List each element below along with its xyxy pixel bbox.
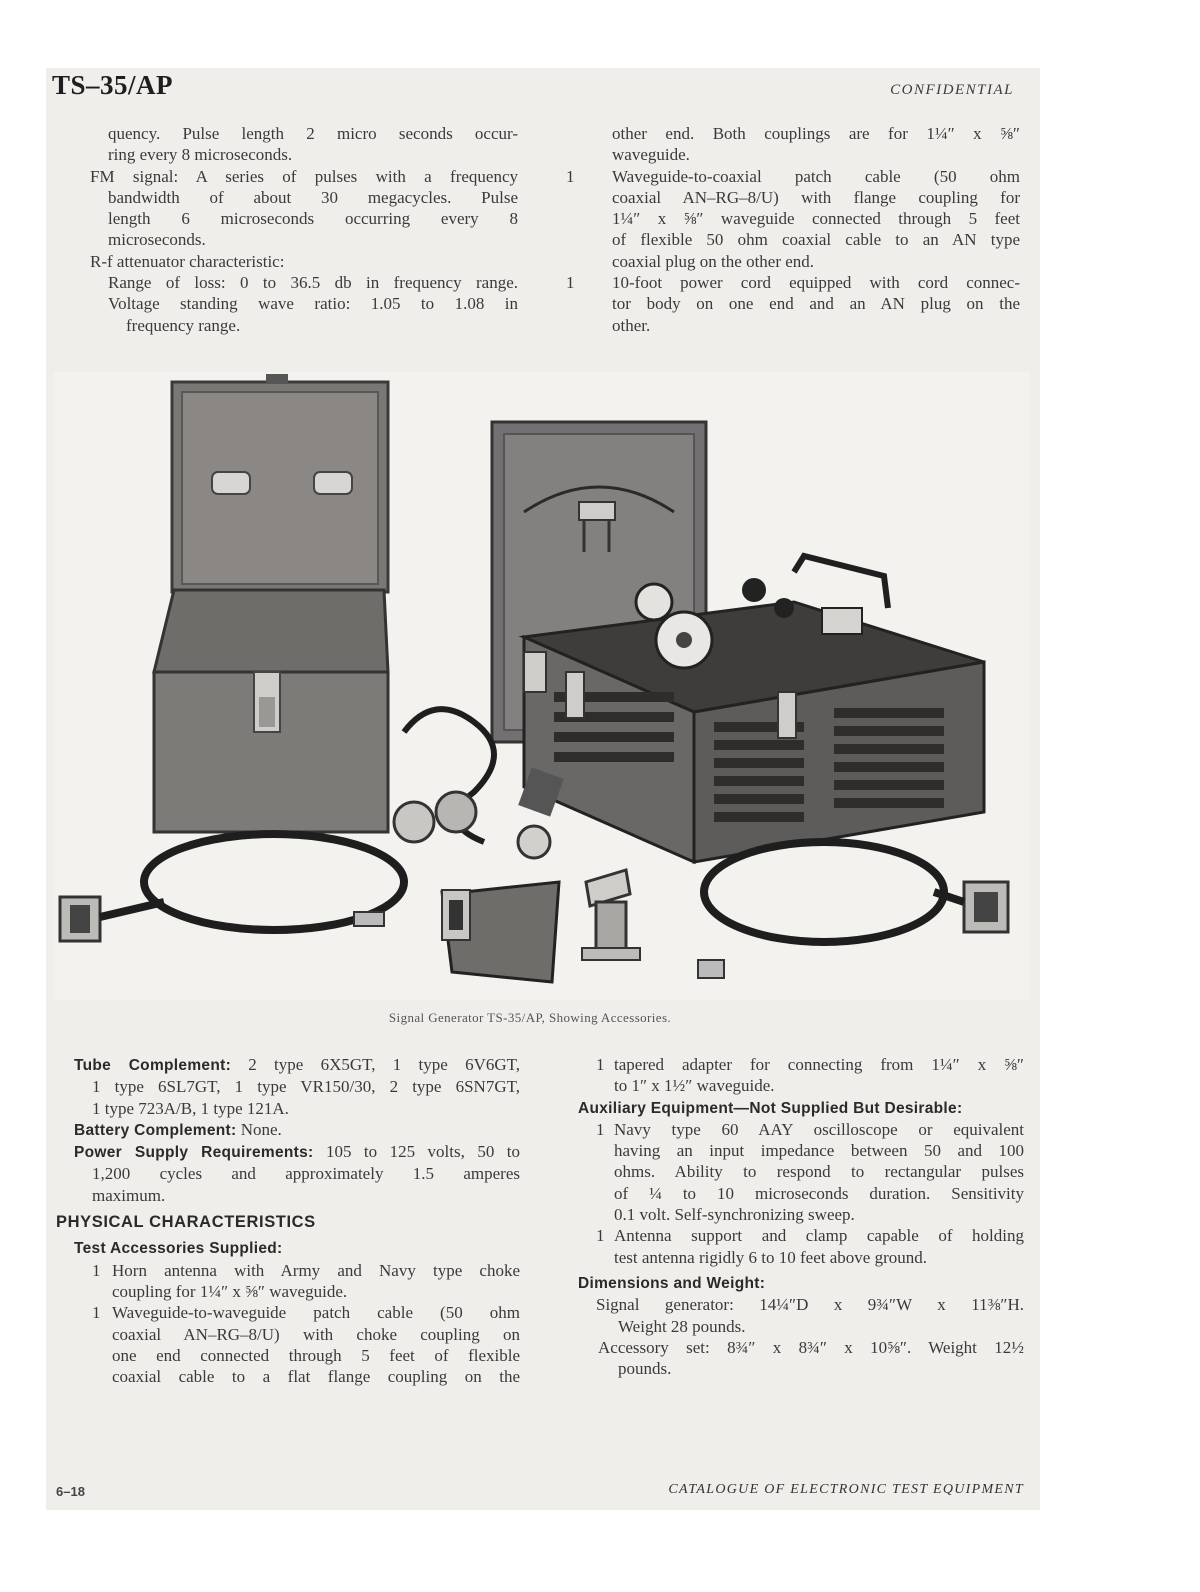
- text-line: coaxial AN–RG–8/U) with flange coupling for: [612, 187, 1020, 207]
- bottom-right-column: [578, 1054, 1024, 1379]
- tube-complement-label: Tube Complement:: [74, 1057, 232, 1074]
- text-line: maximum.: [92, 1185, 166, 1205]
- page-number: 6–18: [56, 1484, 85, 1499]
- text-line: tapered adapter for connecting from 1¼″ x ⅝″: [614, 1055, 1024, 1074]
- text-line: Navy type 60 AAY oscilloscope or equivalent: [614, 1119, 1024, 1139]
- text-line: coupling for 1¼″ x ⅝″ waveguide.: [112, 1281, 348, 1301]
- top-left-column: [90, 123, 518, 336]
- text-line: 0.1 volt. Self-synchronizing sweep.: [614, 1205, 855, 1225]
- figure-caption: Signal Generator TS-35/AP, Showing Accessories.: [388, 1010, 672, 1025]
- text-line: of ¼ to 10 microseconds duration. Sensitivity: [614, 1183, 1024, 1203]
- text-line: Waveguide-to-coaxial patch cable (50 ohm: [612, 166, 1020, 186]
- text-line: Voltage standing wave ratio: 1.05 to 1.08 in: [108, 294, 518, 314]
- text-line: Horn antenna with Army and Navy type choke: [112, 1260, 520, 1280]
- text-line: None.: [240, 1119, 282, 1139]
- text-line: coaxial AN–RG–8/U) with choke coupling on: [112, 1324, 520, 1344]
- text-line: other end. Both couplings are for 1¼″ x ⅝″: [612, 124, 1020, 143]
- text-line: tor body on one end and an AN plug on the: [612, 294, 1020, 314]
- text-line: 2 type 6X5GT, 1 type 6V6GT,: [248, 1055, 521, 1074]
- page-title: TS–35/AP: [52, 70, 174, 100]
- text-line: ring every 8 microseconds.: [108, 145, 293, 165]
- text-line: FM signal: A series of pulses with a frequency: [90, 166, 518, 186]
- text-line: bandwidth of about 30 megacycles. Pulse: [108, 187, 518, 207]
- item-number: 1: [596, 1226, 605, 1246]
- bottom-left-column: [56, 1054, 520, 1387]
- dimensions-label: Dimensions and Weight:: [578, 1274, 766, 1292]
- item-number: 1: [566, 166, 575, 186]
- text-line: Antenna support and clamp capable of holding: [614, 1226, 1024, 1246]
- text-line: Range of loss: 0 to 36.5 db in frequency range.: [108, 273, 518, 293]
- text-line: microseconds.: [108, 230, 206, 250]
- item-number: 1: [596, 1119, 605, 1139]
- text-line: R-f attenuator characteristic:: [90, 251, 285, 271]
- text-line: 1,200 cycles and approximately 1.5 amperes: [92, 1164, 520, 1184]
- text-line: Accessory set: 8¾″ x 8¾″ x 10⅝″. Weight 12½: [598, 1337, 1024, 1357]
- text-line: other.: [612, 315, 651, 335]
- item-number: 1: [92, 1303, 101, 1323]
- horn-antenna: [442, 882, 559, 982]
- text-line: Signal generator: 14¼″D x 9¾″W x 11⅜″H.: [596, 1295, 1024, 1315]
- equipment-photo: [54, 372, 1030, 1000]
- text-line: 1 type 6SL7GT, 1 type VR150/30, 2 type 6SN7GT,: [92, 1077, 520, 1097]
- top-right-column: [566, 123, 1020, 336]
- text-line: coaxial plug on the other end.: [612, 251, 815, 271]
- text-line: 105 to 125 volts, 50 to: [325, 1142, 520, 1162]
- item-number: 1: [566, 273, 575, 293]
- text-line: having an input impedance between 50 and 100: [614, 1141, 1024, 1161]
- text-line: Weight 28 pounds.: [618, 1316, 746, 1336]
- auxiliary-equipment-label: Auxiliary Equipment—Not Supplied But Desirable:: [578, 1099, 963, 1117]
- text-line: of flexible 50 ohm coaxial cable to an AN type: [612, 230, 1020, 250]
- text-line: quency. Pulse length 2 micro seconds occur-: [108, 124, 518, 143]
- text-line: 10-foot power cord equipped with cord connec-: [612, 273, 1020, 293]
- test-accessories-label: Test Accessories Supplied:: [74, 1240, 283, 1258]
- item-number: 1: [596, 1055, 605, 1074]
- power-supply-label: Power Supply Requirements:: [74, 1144, 314, 1162]
- text-line: 1 type 723A/B, 1 type 121A.: [92, 1098, 289, 1118]
- battery-complement-label: Battery Complement:: [74, 1121, 237, 1139]
- text-line: coaxial cable to a flat flange coupling on the: [112, 1367, 520, 1387]
- text-line: pounds.: [618, 1359, 672, 1379]
- text-line: test antenna rigidly 6 to 10 feet above ground.: [614, 1247, 927, 1267]
- text-line: frequency range.: [126, 315, 241, 335]
- text-line: 1¼″ x ⅝″ waveguide connected through 5 feet: [612, 209, 1020, 229]
- carrying-case-box: [154, 590, 388, 832]
- carrying-case-lid: [172, 374, 388, 592]
- text-line: one end connected through 5 feet of flexible: [112, 1345, 520, 1365]
- text-line: length 6 microseconds occurring every 8: [108, 209, 518, 229]
- text-line: to 1″ x 1½″ waveguide.: [614, 1076, 775, 1096]
- item-number: 1: [92, 1260, 101, 1280]
- classification-label: CONFIDENTIAL: [890, 82, 1014, 98]
- text-line: Waveguide-to-waveguide patch cable (50 ohm: [112, 1303, 520, 1323]
- text-line: waveguide.: [612, 145, 690, 165]
- section-heading: PHYSICAL CHARACTERISTICS: [56, 1213, 316, 1232]
- catalogue-title: CATALOGUE OF ELECTRONIC TEST EQUIPMENT: [668, 1482, 1024, 1497]
- text-line: ohms. Ability to respond to rectangular pulses: [614, 1162, 1024, 1182]
